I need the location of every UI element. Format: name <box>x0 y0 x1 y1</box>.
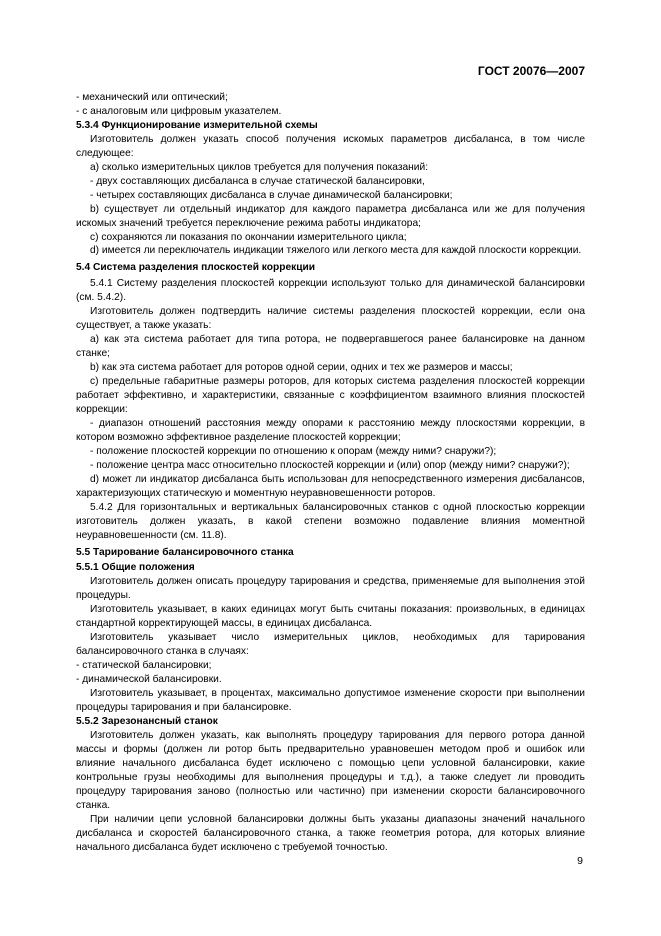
paragraph: Изготовитель указывает число измерительных циклов, необходимых для тарирования балансировочного станка в случаях: <box>76 632 585 658</box>
paragraph: - двух составляющих дисбаланса в случае статической балансировки, <box>90 175 425 187</box>
paragraph: а) сколько измерительных циклов требуется для получения показаний: <box>90 161 429 173</box>
document-body <box>76 91 585 854</box>
paragraph: - четырех составляющих дисбаланса в случае динамической балансировки; <box>90 189 453 201</box>
paragraph: d) имеется ли переключатель индикации тяжелого или легкого места для каждой плоскости коррекции. <box>90 245 582 257</box>
section-heading: 5.3.4 Функционирование измерительной схемы <box>76 119 318 131</box>
paragraph: Изготовитель должен указать способ получения искомых параметров дисбаланса, в том числе следующее: <box>76 133 585 159</box>
paragraph: с) сохраняются ли показания по окончании измерительного цикла; <box>90 231 407 243</box>
paragraph: - положение центра масс относительно плоскостей коррекции и (или) опор (между ними? снаружи?); <box>90 459 570 471</box>
paragraph: 5.4.1 Систему разделения плоскостей коррекции используют только для динамической балансировки (см. 5.4.2). <box>76 278 585 304</box>
paragraph: 5.4.2 Для горизонтальных и вертикальных балансировочных станков с одной плоскостью коррекции изготовитель должен указать, в какой степени возможно подавление влияния моментной неуравновешенности (см. 11.8). <box>76 501 585 541</box>
section-heading: 5.5.2 Зарезонансный станок <box>76 715 218 727</box>
paragraph: При наличии цепи условной балансировки должны быть указаны диапазоны значений начального дисбаланса и скоростей балансировочного станка, а также геометрия ротора, для которых влияние начального дисбаланса будет исключено с требуемой точностью. <box>76 813 585 853</box>
paragraph: Изготовитель должен описать процедуру тарирования и средства, применяемые для выполнения этой процедуры. <box>76 576 585 602</box>
paragraph: b) существует ли отдельный индикатор для каждого параметра дисбаланса или же для получения искомых значений требуется переключение режима работы индикатора; <box>76 203 585 229</box>
paragraph: - с аналоговым или цифровым указателем. <box>76 105 282 117</box>
paragraph: Изготовитель указывает, в процентах, максимально допустимое изменение скорости при выполнении процедуры тарирования и при балансировке. <box>76 688 585 713</box>
paragraph: а) как эта система работает для типа ротора, не подвергавшегося ранее балансировке на данном станке; <box>76 334 585 360</box>
page-number: 9 <box>577 855 583 867</box>
paragraph: Изготовитель должен подтвердить наличие системы разделения плоскостей коррекции, если она существует, а также указать: <box>76 306 585 332</box>
paragraph: Изготовитель должен указать, как выполнять процедуру тарирования для первого ротора данной массы и формы (должен ли ротор быть предварительно уравновешен методом проб и ошибок или влияние начального дисбаланса будет исключено с помощью цепи условной балансировки, какие контрольные грузы необходимы для выполнения процедуры и т.д.), а также следует ли проводить процедуру тарирования заново (полностью или частично) при изменении скорости балансировочного станка. <box>76 729 585 811</box>
document-header: ГОСТ 20076—2007 <box>477 64 585 78</box>
paragraph: d) может ли индикатор дисбаланса быть использован для непосредственного измерения дисбалансов, характеризующих статическую и моментную неуравновешенности роторов. <box>76 473 585 499</box>
section-heading: 5.5.1 Общие положения <box>76 562 195 574</box>
paragraph: с) предельные габаритные размеры роторов, для которых система разделения плоскостей коррекции работает эффективно, и характеристики, связанные с коэффициентом взаимного влияния плоскостей коррекции: <box>76 376 585 415</box>
paragraph: - статической балансировки; <box>76 660 212 672</box>
section-heading: 5.5 Тарирование балансировочного станка <box>76 546 294 558</box>
paragraph: - диапазон отношений расстояния между опорами к расстоянию между плоскостями коррекции, в котором возможно эффективное разделение плоскостей коррекции; <box>76 417 585 443</box>
paragraph: Изготовитель указывает, в каких единицах могут быть считаны показания: произвольных, в единицах стандартной корректирующей массы, в единицах дисбаланса. <box>76 604 585 630</box>
paragraph: - положение плоскостей коррекции по отношению к опорам (между ними? снаружи?); <box>90 445 497 457</box>
paragraph: - механический или оптический; <box>76 92 228 103</box>
paragraph: b) как эта система работает для роторов одной серии, одних и тех же размеров и массы; <box>90 362 513 374</box>
section-heading: 5.4 Система разделения плоскостей коррекции <box>76 262 315 274</box>
paragraph: - динамической балансировки. <box>76 674 222 686</box>
